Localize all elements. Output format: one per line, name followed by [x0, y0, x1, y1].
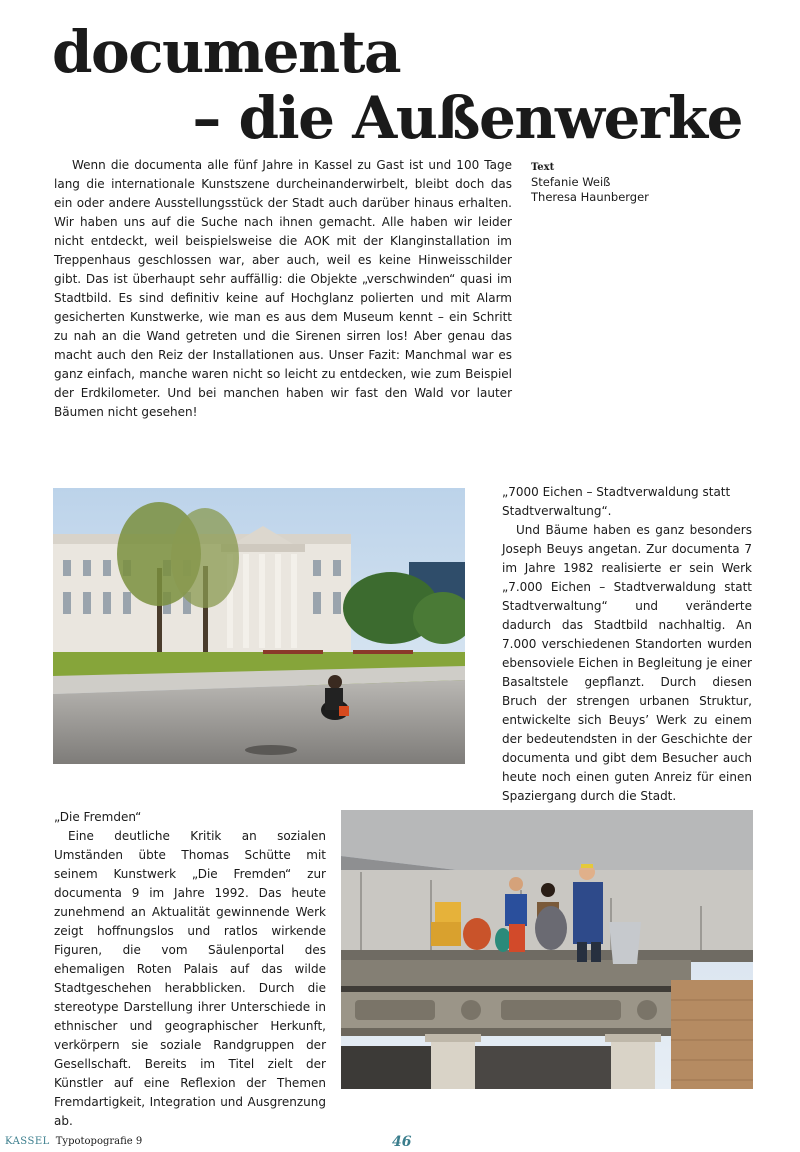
intro-paragraph: Wenn die documenta alle fünf Jahre in Kassel zu Gast ist und 100 Tage lang die internationale Kunstszene durcheinanderwirbelt, bleibt doch das ein oder andere Ausstellungsstück der Stadt auch darüber hinaus erhalten. Wir haben uns auf die Suche nach ihnen gemacht. Alle haben wir leider nicht entdeckt, weil beispielsweise die AOK mit der Klanginstallation im Treppenhaus geschlossen war, aber auch, weil es keine Hinweisschilder gibt. Das ist überhaupt sehr auffällig: die Objekte „verschwinden“ quasi im Stadtbild. Es sind definitiv keine auf Hochglanz polierten und mit Alarm gesicherten Kunstwerke, wie man es aus dem Museum kennt – ein Schritt zu nah an die Wand getreten und die Sirenen sirren los! Aber genau das macht auch den Reiz der Installationen aus. Unser Fazit: Manchmal war es ganz einfach, manche waren nicht so leicht zu entdecken, wie zum Beispiel der Erdkilometer. Und bei manchen haben wir fast den Wald vor lauter Bäumen nicht gesehen!	[54, 158, 512, 419]
author-name: Theresa Haunberger	[531, 190, 649, 204]
footer-publication	[5, 1136, 142, 1147]
page-number: 46	[392, 1134, 412, 1150]
footer-city: KASSEL	[5, 1136, 50, 1147]
section-heading: „Die Fremden“	[54, 810, 142, 824]
author-name: Stefanie Weiß	[531, 175, 611, 189]
section-heading: „7000 Eichen – Stadtverwaldung statt Stadtverwaltung“.	[502, 485, 731, 518]
section-body: Eine deutliche Kritik an sozialen Umständen übte Thomas Schütte mit seinem Kunstwerk „Die Fremden“ zur documenta 9 im Jahre 1992. Das heute zunehmend an Aktualität gewinnende Werk zeigt hoffnungslos und ratlos wirkende Figuren, die vom Säulenportal des ehemaligen Roten Palais auf das wilde Stadtgeschehen herabblicken. Durch die stereotype Darstellung ihrer Unterschiede in ethnischer und geographischer Herkunft, verkörpern sie soziale Randgruppen der Gesellschaft. Bereits im Titel zielt der Künstler auf eine Reflexion der Themen Fremdartigkeit, Integration und Ausgrenzung ab.	[54, 829, 326, 1128]
fridericianum-illustration	[53, 488, 465, 764]
author-credits	[531, 160, 649, 205]
section-die-fremden	[54, 808, 326, 1131]
fridericianum-photo	[53, 488, 465, 764]
section-body: Und Bäume haben es ganz besonders Joseph Beuys angetan. Zur documenta 7 im Jahre 1982 realisierte er sein Werk „7.000 Eichen – Stadtverwaldung statt Stadtverwaltung“ und veränderte dadurch das Stadtbild nachhaltig. An 7.000 verschiedenen Standorten wurden ebensoviele Eichen in Begleitung je einer Basaltstele gepflanzt. Durch diesen Bruch der strengen urbanen Struktur, entwickelte sich Beuys’ Werk zu einem der bedeutendsten in der Geschichte der documenta und gibt dem Besucher auch heute noch einen guten Anreiz für einen Spaziergang durch die Stadt.	[502, 523, 752, 803]
credits-label: Text	[531, 162, 555, 173]
section-7000-eichen	[502, 483, 752, 806]
page-footer	[0, 1134, 800, 1152]
die-fremden-photo	[341, 810, 753, 1089]
page-title-line1: documenta	[52, 18, 401, 86]
die-fremden-illustration	[341, 810, 753, 1089]
footer-publication-name: Typotopografie 9	[55, 1136, 143, 1147]
page-title-line2: – die Außenwerke	[192, 84, 742, 152]
